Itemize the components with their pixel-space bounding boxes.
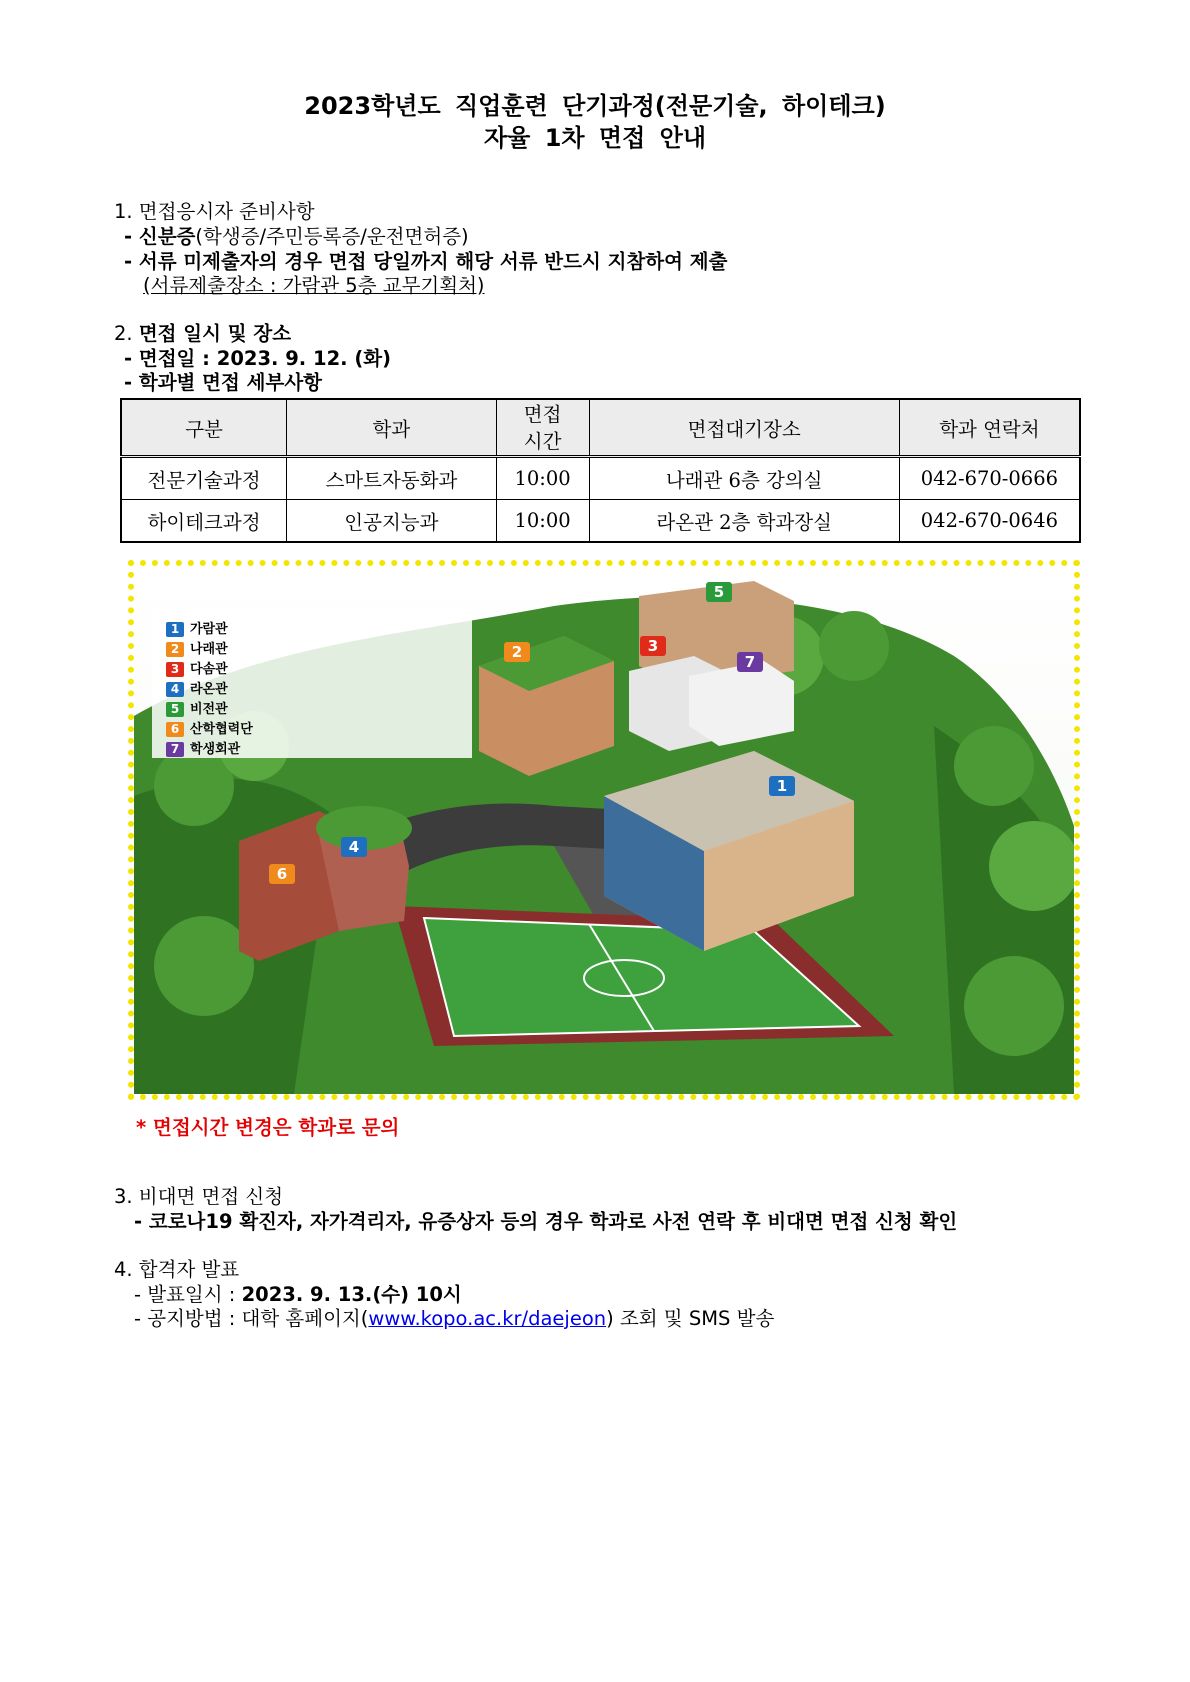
building-badge-3: 3 <box>647 637 659 655</box>
building-badge-7: 7 <box>744 653 756 671</box>
legend-building-name: 학생회관 <box>190 742 241 757</box>
legend-item <box>166 638 228 657</box>
announce-date-label: - 발표일시 : <box>134 1283 242 1306</box>
section-1-heading: 1. 면접응시자 준비사항 <box>114 200 315 223</box>
section-2-heading <box>114 318 291 346</box>
table-cell: 042-670-0666 <box>899 457 1080 500</box>
table-row <box>121 500 1080 543</box>
legend-item <box>166 678 228 697</box>
table-row <box>121 457 1080 500</box>
section-1-item-1 <box>124 221 469 249</box>
table-cell: 하이테크과정 <box>121 500 287 543</box>
legend-badge: 5 <box>166 702 184 717</box>
legend-building-name: 산학협력단 <box>190 722 253 737</box>
legend-building-name: 비전관 <box>190 702 228 717</box>
building-badge-6: 6 <box>276 865 288 883</box>
section-2-item-2: - 학과별 면접 세부사항 <box>124 371 322 394</box>
legend-item <box>166 618 228 637</box>
table-cell: 전문기술과정 <box>121 457 287 500</box>
table-cell: 나래관 6층 강의실 <box>589 457 899 500</box>
legend-item <box>166 738 240 757</box>
legend-item <box>166 698 228 717</box>
id-card-label: - 신분증 <box>124 225 196 248</box>
table-cell: 10:00 <box>496 457 589 500</box>
notice-method-suffix: ) 조회 및 SMS 발송 <box>606 1307 775 1330</box>
legend-badge: 6 <box>166 722 184 737</box>
legend-badge: 1 <box>166 622 184 637</box>
interview-time-change-note: * 면접시간 변경은 학과로 문의 <box>136 1116 400 1139</box>
legend-building-name: 라온관 <box>190 682 228 697</box>
table-cell: 스마트자동화과 <box>287 457 497 500</box>
legend-building-name: 가람관 <box>190 622 228 637</box>
title-line-1: 2023학년도 직업훈련 단기과정(전문기술, 하이테크) <box>304 92 886 120</box>
table-header-cell <box>496 399 589 457</box>
section-2-number: 2. <box>114 322 133 345</box>
section-2-title: 면접 일시 및 장소 <box>138 322 292 345</box>
section-1-item-3: (서류제출장소 : 가람관 5층 교무기획처) <box>143 274 485 297</box>
legend-item <box>166 718 253 737</box>
table-header-cell: 면접대기장소 <box>589 399 899 457</box>
legend-building-name: 다솜관 <box>190 662 228 677</box>
legend-badge: 2 <box>166 642 184 657</box>
legend-badge: 3 <box>166 662 184 677</box>
table-header-row <box>121 399 1080 457</box>
building-badge-1: 1 <box>776 777 788 795</box>
announce-date-value: 2023. 9. 13.(수) 10시 <box>241 1283 462 1306</box>
notice-method-prefix: - 공지방법 : 대학 홈페이지( <box>134 1307 369 1330</box>
table-header-cell: 학과 연락처 <box>899 399 1080 457</box>
campus-map <box>128 560 1080 1100</box>
table-cell: 042-670-0646 <box>899 500 1080 543</box>
building-badge-5: 5 <box>713 583 725 601</box>
homepage-link[interactable]: www.kopo.ac.kr/daejeon <box>368 1307 607 1330</box>
section-3-item-1: - 코로나19 확진자, 자가격리자, 유증상자 등의 경우 학과로 사전 연락 후 비대면 면접 신청 확인 <box>134 1210 958 1233</box>
legend-item <box>166 658 228 677</box>
interview-table <box>120 398 1081 543</box>
id-card-types: (학생증/주민등록증/운전면허증) <box>195 225 469 248</box>
section-1-item-2: - 서류 미제출자의 경우 면접 당일까지 해당 서류 반드시 지참하여 제출 <box>124 250 728 273</box>
legend-badge: 4 <box>166 682 184 697</box>
table-cell: 라온관 2층 학과장실 <box>589 500 899 543</box>
table-header-time-line-2: 시간 <box>523 429 562 453</box>
section-3-heading: 3. 비대면 면접 신청 <box>114 1185 284 1208</box>
legend-building-name: 나래관 <box>190 642 228 657</box>
campus-map-illustration <box>134 566 1074 1094</box>
table-header-cell: 구분 <box>121 399 287 457</box>
legend-badge: 7 <box>166 742 184 757</box>
section-4-heading: 4. 합격자 발표 <box>114 1258 240 1281</box>
building-badge-4: 4 <box>348 838 360 856</box>
title-line-2: 자율 1차 면접 안내 <box>483 124 707 152</box>
building-badge-2: 2 <box>511 643 523 661</box>
section-4-item-2 <box>134 1303 774 1331</box>
table-cell: 10:00 <box>496 500 589 543</box>
table-header-cell: 학과 <box>287 399 497 457</box>
table-header-time-line-1: 면접 <box>523 402 562 426</box>
section-2-item-1: - 면접일 : 2023. 9. 12. (화) <box>124 347 391 370</box>
table-cell: 인공지능과 <box>287 500 497 543</box>
